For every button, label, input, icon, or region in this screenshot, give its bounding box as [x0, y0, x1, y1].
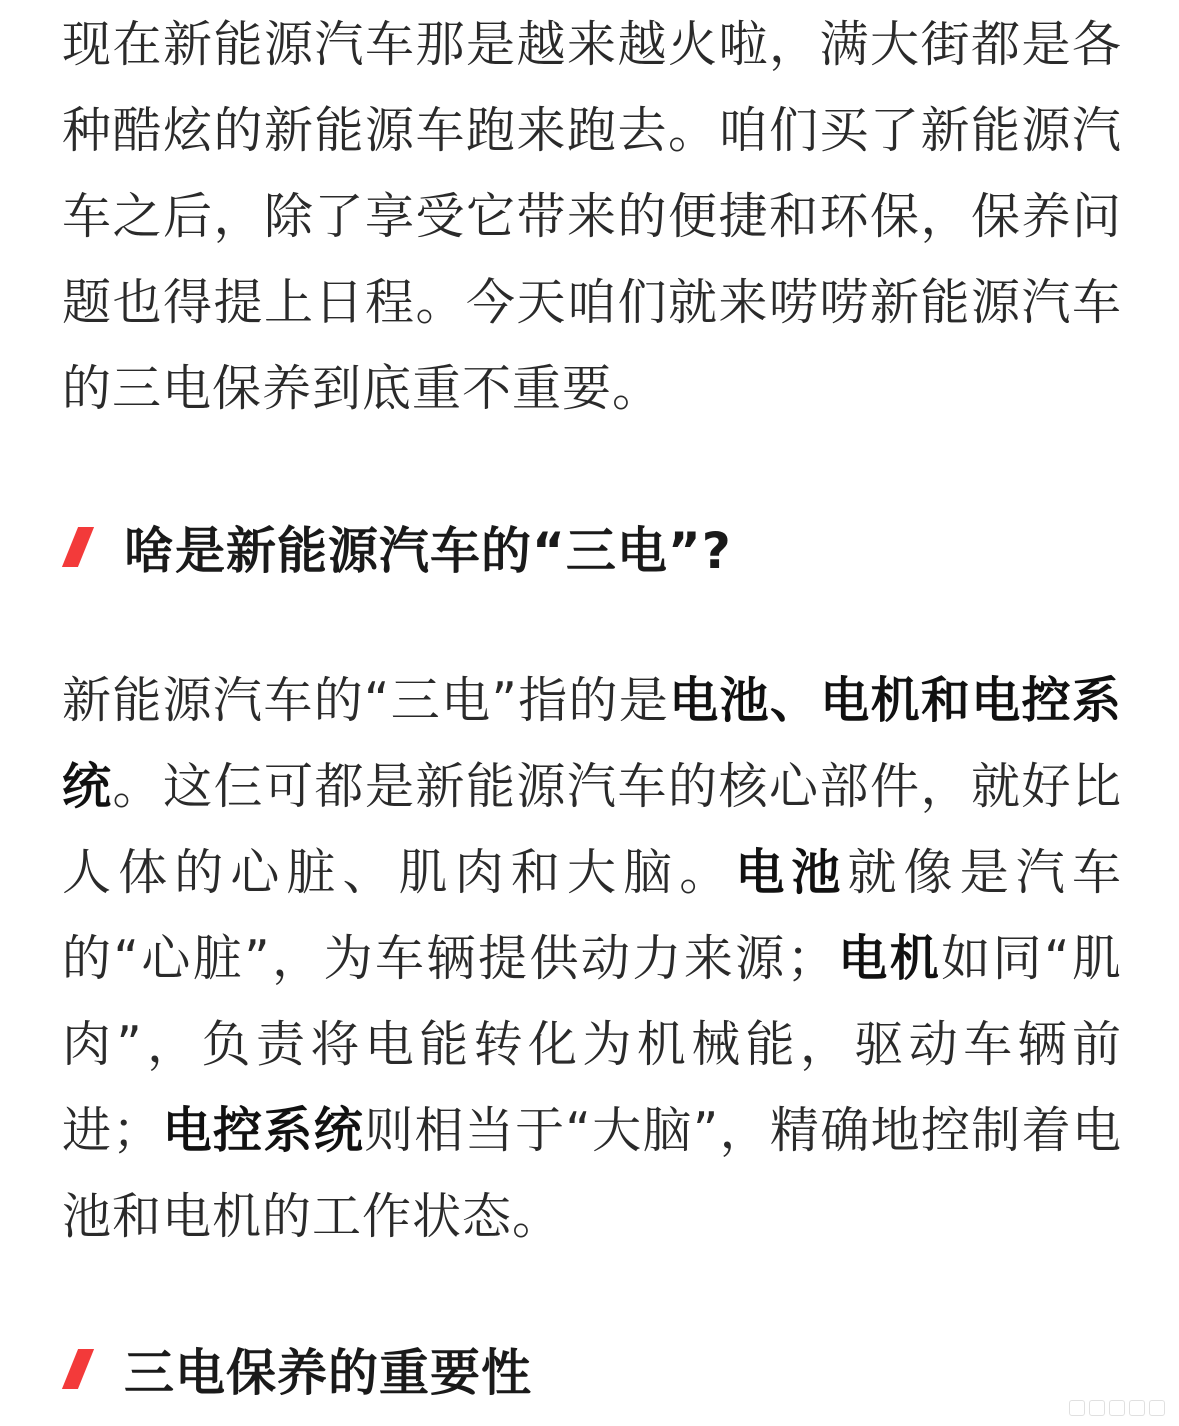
text-run: 新能源汽车的“三电”指的是 — [62, 672, 670, 729]
text-run: 就像是汽车的“心脏”，为车辆提供动力来源； — [62, 844, 1122, 987]
text-run: 则相当于“大脑”，精确地控制着电池和电机的工作状态。 — [62, 1102, 1122, 1245]
bold-run: 电控系统 — [162, 1102, 365, 1159]
article-body — [62, 0, 1122, 1414]
text-run: 如同“肌肉”，负责将电能转化为机械能，驱动车辆前进； — [62, 930, 1122, 1159]
bold-run: 电机 — [836, 930, 942, 987]
watermark-glyph-icon — [1069, 1400, 1085, 1416]
bold-run: 电池、电机和电控系统 — [62, 672, 1122, 815]
watermark-glyph-icon — [1129, 1400, 1145, 1416]
section-heading-text: 啥是新能源汽车的“三电”? — [124, 522, 732, 580]
watermark-glyph-icon — [1089, 1400, 1105, 1416]
three-electric-paragraph — [62, 658, 1122, 1260]
section-heading-three-electric — [62, 502, 1122, 592]
section-heading-maintenance-importance — [62, 1324, 1122, 1414]
watermark-glyph-icon — [1109, 1400, 1125, 1416]
intro-paragraph: 现在新能源汽车那是越来越火啦，满大街都是各种酷炫的新能源车跑来跑去。咱们买了新能源汽车之后，除了享受它带来的便捷和环保，保养问题也得提上日程。今天咱们就来唠唠新能源汽车的三电保养到底重不重要。 — [62, 16, 1122, 417]
bold-run: 电池 — [735, 844, 848, 901]
watermark-glyph-icon — [1149, 1400, 1165, 1416]
red-slash-icon — [62, 527, 94, 567]
section-heading-text: 三电保养的重要性 — [124, 1344, 532, 1402]
watermark-decoration — [1069, 1400, 1165, 1416]
red-slash-icon — [62, 1349, 94, 1389]
text-run: 。这仨可都是新能源汽车的核心部件，就好比人体的心脏、肌肉和大脑。 — [62, 758, 1122, 901]
